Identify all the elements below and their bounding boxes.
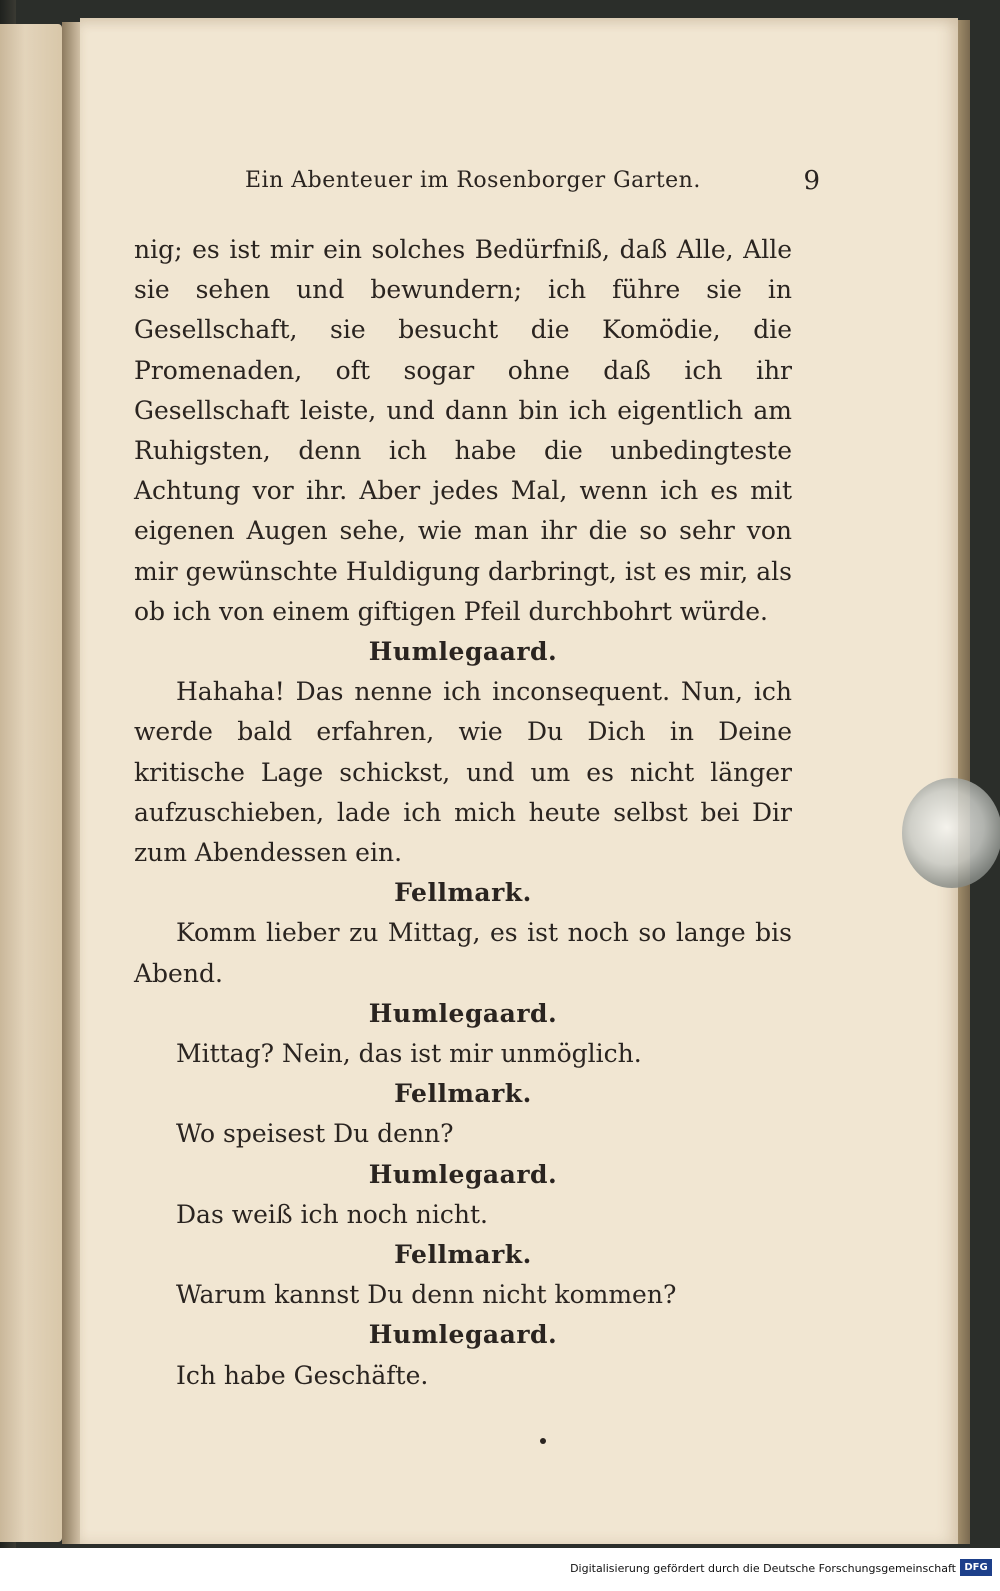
speaker-name: Fellmark.	[394, 878, 532, 908]
dialogue-line: Wo speisest Du denn?	[176, 1119, 454, 1149]
speaker-name: Humlegaard.	[368, 1159, 558, 1189]
dfg-logo: DFG	[960, 1559, 992, 1576]
speaker-name: Humlegaard.	[368, 637, 558, 667]
page-number: 9	[803, 166, 820, 196]
running-title: Ein Abenteuer im Rosenborger Garten.	[245, 168, 701, 193]
dialogue-line: Ich habe Geschäfte.	[176, 1360, 429, 1390]
speaker-name: Fellmark.	[394, 1240, 532, 1270]
speaker-name: Humlegaard.	[368, 998, 558, 1028]
left-page-edge	[0, 24, 62, 1542]
dialogue-line: Warum kannst Du denn nicht kommen?	[176, 1280, 677, 1310]
running-head	[120, 168, 820, 208]
dialogue-line: Hahaha! Das nenne ich inconsequent. Nun, ich werde bald erfahren, wie Du Dich in Deine kritische Lage schickst, und um es nicht länger aufzuschieben, lade ich mich heute selbst bei Dir zum Abendessen ein.	[134, 677, 792, 868]
dialogue-line: Mittag? Nein, das ist mir unmöglich.	[176, 1039, 642, 1069]
ink-dot	[540, 1438, 546, 1444]
book-gutter	[62, 22, 82, 1544]
speaker-name: Fellmark.	[394, 1079, 532, 1109]
dialogue-line: Das weiß ich noch nicht.	[176, 1199, 488, 1229]
funding-credit: Digitalisierung gefördert durch die Deutsche Forschungsgemeinschaft	[570, 1562, 956, 1575]
page-clip	[902, 778, 1000, 888]
speaker-name: Humlegaard.	[368, 1320, 558, 1350]
footer-bar	[0, 1548, 1000, 1591]
paragraph: nig; es ist mir ein solches Bedürfniß, daß Alle, Alle sie sehen und bewundern; ich führe sie in Gesellschaft, sie besucht die Komödie, die Promenaden, oft sogar ohne daß ich ihr Gesellschaft leiste, und dann bin ich eigentlich am Ruhigsten, denn ich habe die unbedingteste Achtung vor ihr. Aber jedes Mal, wenn ich es mit eigenen Augen sehe, wie man ihr die so sehr von mir gewünschte Huldigung darbringt, ist es mir, als ob ich von einem giftigen Pfeil durchbohrt würde.	[134, 235, 792, 626]
page-text	[134, 230, 792, 1396]
dialogue-line: Komm lieber zu Mittag, es ist noch so lange bis Abend.	[134, 918, 792, 988]
